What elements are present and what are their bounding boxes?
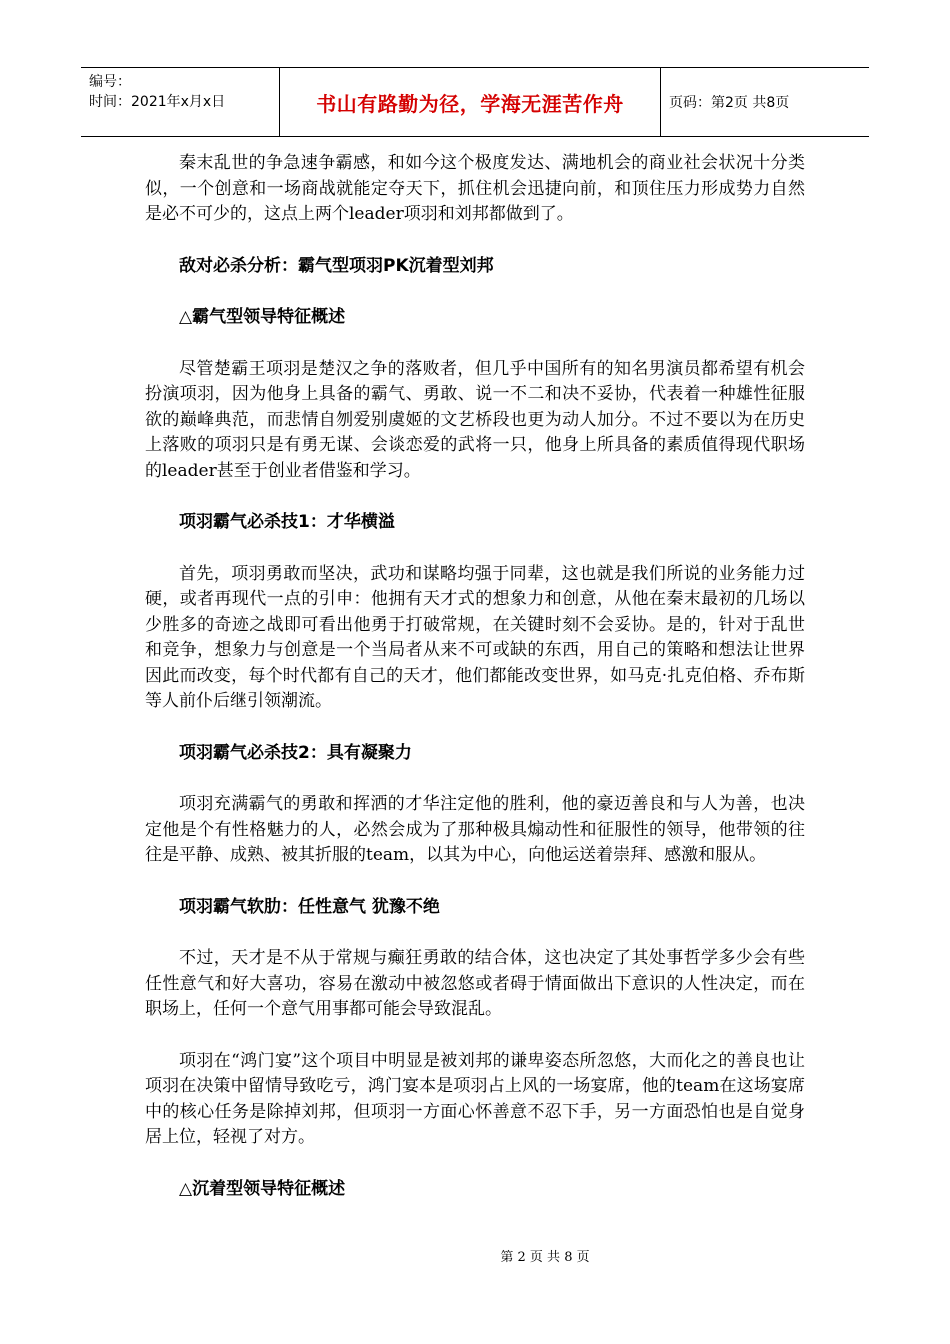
body-paragraph: 项羽在“鸿门宴”这个项目中明显是被刘邦的谦卑姿态所忽悠，大而化之的善良也让项羽在决策中留情导致吃亏，鸿门宴本是项羽占上风的一场宴席，他的team在这场宴席中的核心任务是除掉刘邦，但项羽一方面心怀善意不忍下手，另一方面恐怕也是自觉身居上位，轻视了对方。 <box>145 1050 805 1147</box>
section-heading: △沉着型领导特征概述 <box>179 1178 346 1199</box>
body-paragraph: 尽管楚霸王项羽是楚汉之争的落败者，但几乎中国所有的知名男演员都希望有机会扮演项羽，因为他身上具备的霸气、勇敢、说一不二和决不妥协，代表着一种雄性征服欲的巅峰典范，而悲情自刎爱别虞姬的文艺桥段也更为动人加分。不过不要以为在历史上落败的项羽只是有勇无谋、会谈恋爱的武将一只，他身上所具备的素质值得现代职场的leader甚至于创业者借鉴和学习。 <box>145 358 805 481</box>
section-heading: 项羽霸气软肋：任性意气 犹豫不绝 <box>179 896 440 917</box>
header-motto: 书山有路勤为径，学海无涯苦作舟 <box>280 68 661 136</box>
body-paragraph: 不过，天才是不从于常规与癫狂勇敢的结合体，这也决定了其处事哲学多少会有些任性意气和好大喜功，容易在激动中被忽悠或者碍于情面做出下意识的人性决定，而在职场上，任何一个意气用事都可能会导致混乱。 <box>145 948 805 1019</box>
page-footer: 第 2 页 共 8 页 <box>500 1250 590 1265</box>
body-paragraph: 秦末乱世的争急速争霸感，和如今这个极度发达、满地机会的商业社会状况十分类似，一个创意和一场商战就能定夺天下，抓住机会迅捷向前，和顶住压力形成势力自然是必不可少的，这点上两个leader项羽和刘邦都做到了。 <box>145 153 805 224</box>
section-heading: △霸气型领导特征概述 <box>179 307 346 327</box>
section-heading: 敌对必杀分析：霸气型项羽PK沉着型刘邦 <box>179 255 494 276</box>
document-number-label: 编号： <box>89 74 131 90</box>
document-body <box>145 151 805 1202</box>
header-meta <box>81 68 280 136</box>
section-heading: 项羽霸气必杀技1：才华横溢 <box>179 512 395 532</box>
body-paragraph: 首先，项羽勇敢而坚决，武功和谋略均强于同辈，这也就是我们所说的业务能力过硬，或者再现代一点的引申：他拥有天才式的想象力和创意，从他在秦末最初的几场以少胜多的奇迹之战即可看出他勇于打破常规，在关键时刻不会妥协。是的，针对于乱世和竞争，想象力与创意是一个当局者从来不可或缺的东西，用自己的策略和想法让世界因此而改变，每个时代都有自己的天才，他们都能改变世界，如马克·扎克伯格、乔布斯等人前仆后继引领潮流。 <box>145 563 805 711</box>
body-paragraph: 项羽充满霸气的勇敢和挥洒的才华注定他的胜利，他的豪迈善良和与人为善，也决定他是个有性格魅力的人，必然会成为了那种极具煽动性和征服性的领导，他带领的往往是平静、成熟、被其折服的team，以其为中心，向他运送着崇拜、感激和服从。 <box>145 794 805 865</box>
document-time-label: 时间：2021年x月x日 <box>89 94 226 110</box>
page-header <box>81 67 869 137</box>
header-page-label: 页码：第2页 共8页 <box>669 95 790 111</box>
section-heading: 项羽霸气必杀技2：具有凝聚力 <box>179 742 412 763</box>
